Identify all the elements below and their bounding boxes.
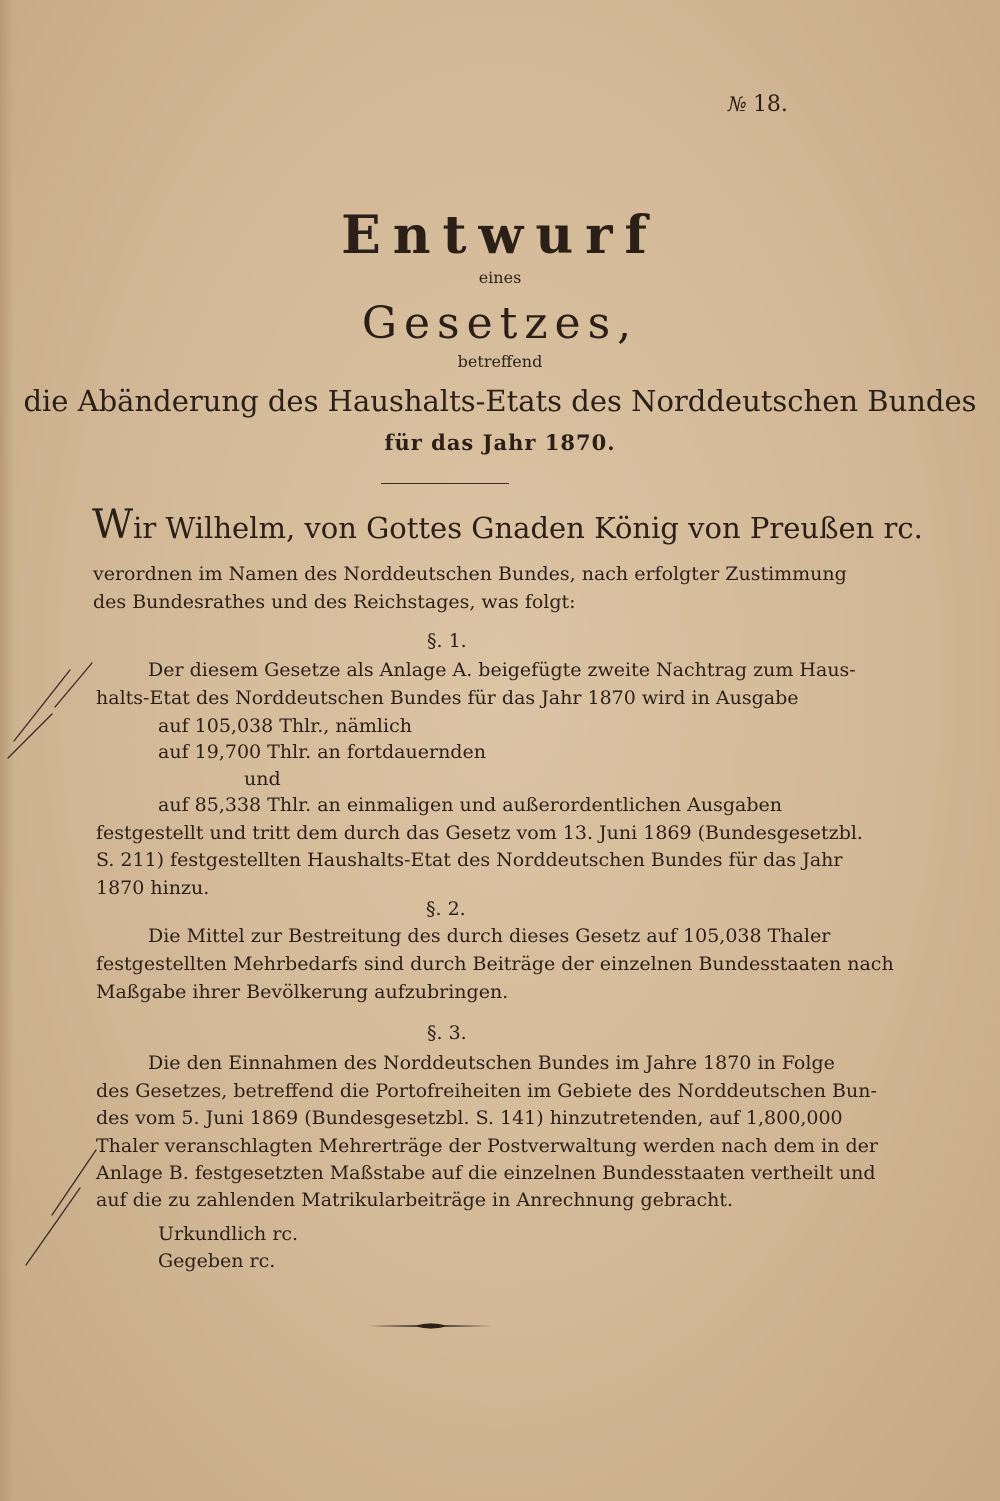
section-2-line: festgestellten Mehrbedarfs sind durch Beiträge der einzelnen Bundesstaaten nach <box>96 953 894 975</box>
section-1-line: halts-Etat des Norddeutschen Bundes für das Jahr 1870 wird in Ausgabe <box>96 687 799 709</box>
section-1-line: auf 85,338 Thlr. an einmaligen und außerordentlichen Ausgaben <box>158 794 783 816</box>
section-3-line: des Gesetzes, betreffend die Portofreiheiten im Gebiete des Norddeutschen Bun- <box>96 1080 877 1102</box>
section-1-line: auf 19,700 Thlr. an fortdauernden <box>158 741 486 763</box>
closing-line: Urkundlich rc. <box>158 1223 299 1245</box>
section-1-line: und <box>244 768 281 790</box>
preamble-dropcap: W <box>92 502 134 548</box>
section-1-line: 1870 hinzu. <box>96 877 210 899</box>
section-heading: §. 1. <box>427 630 467 652</box>
page-number-value: 18. <box>752 92 788 117</box>
preamble-line-2: verordnen im Namen des Norddeutschen Bundes, nach erfolgter Zustimmung <box>93 563 847 585</box>
section-3-line: des vom 5. Juni 1869 (Bundesgesetzbl. S. 141) hinzutretenden, auf 1,800,000 <box>96 1107 843 1129</box>
preamble-line-3: des Bundesrathes und des Reichstages, was folgt: <box>93 591 576 613</box>
number-sign: № <box>728 92 747 116</box>
closing-line: Gegeben rc. <box>158 1250 276 1272</box>
title-eines: eines <box>478 268 522 287</box>
section-heading: §. 2. <box>426 898 466 920</box>
title-subject: die Abänderung des Haushalts-Etats des Norddeutschen Bundes <box>23 384 977 418</box>
document-title: Entwurf <box>341 205 659 266</box>
section-3-line: auf die zu zahlenden Matrikularbeiträge in Anrechnung gebracht. <box>96 1189 734 1211</box>
section-3-line: Die den Einnahmen des Norddeutschen Bundes im Jahre 1870 in Folge <box>148 1052 835 1074</box>
title-gesetz: Gesetzes, <box>361 298 639 349</box>
section-1-line: festgestellt und tritt dem durch das Gesetz vom 13. Juni 1869 (Bundesgesetzbl. <box>96 822 863 844</box>
title-year: für das Jahr 1870. <box>384 430 616 455</box>
preamble-line-1-text: ir Wilhelm, von Gottes Gnaden König von Preußen rc. <box>133 511 923 545</box>
title-betreffend: betreffend <box>457 352 543 371</box>
section-3-line: Thaler veranschlagten Mehrerträge der Postverwaltung werden nach dem in der <box>96 1135 878 1157</box>
section-1-line: Der diesem Gesetze als Anlage A. beigefügte zweite Nachtrag zum Haus- <box>148 659 856 681</box>
section-2-line: Die Mittel zur Bestreitung des durch dieses Gesetz auf 105,038 Thaler <box>148 925 831 947</box>
section-heading: §. 3. <box>427 1022 467 1044</box>
section-1-line: auf 105,038 Thlr., nämlich <box>158 715 412 737</box>
section-3-line: Anlage B. festgesetzten Maßstabe auf die einzelnen Bundesstaaten vertheilt und <box>96 1162 876 1184</box>
section-2-line: Maßgabe ihrer Bevölkerung aufzubringen. <box>96 981 509 1003</box>
section-1-line: S. 211) festgestellten Haushalts-Etat des Norddeutschen Bundes für das Jahr <box>96 849 843 871</box>
